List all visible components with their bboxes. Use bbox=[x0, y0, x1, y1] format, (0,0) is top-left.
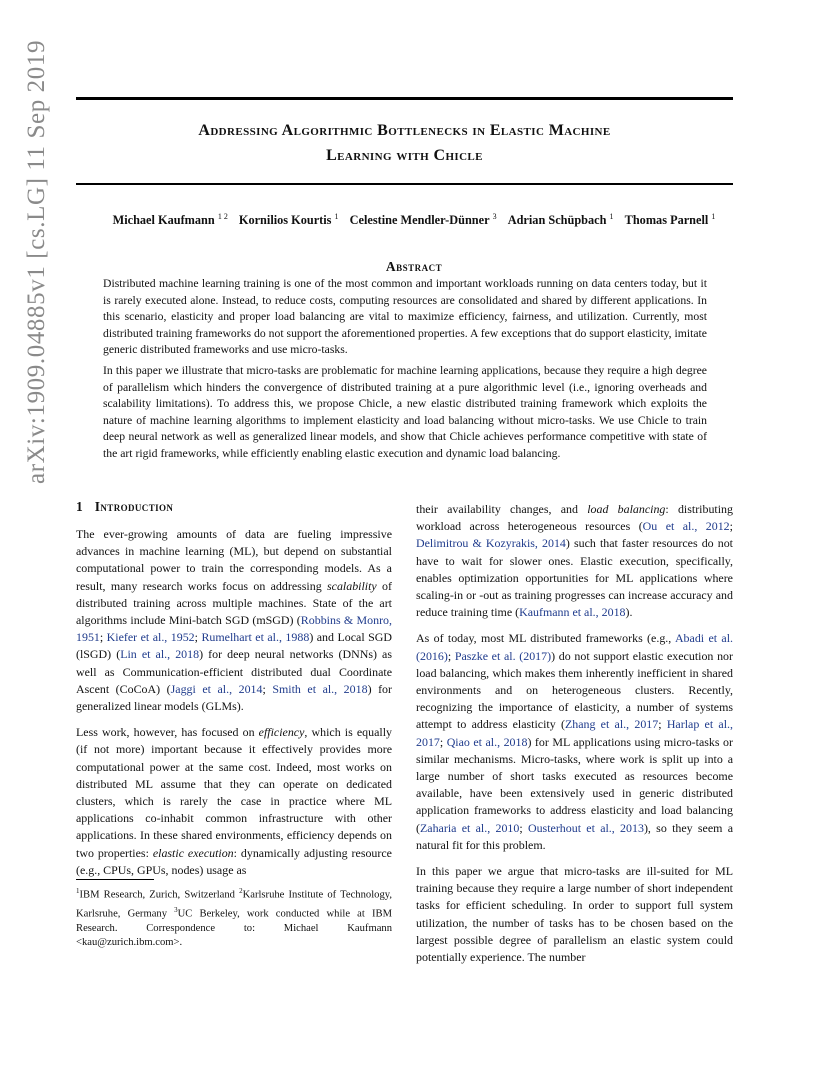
paper-title-line-1: Addressing Algorithmic Bottlenecks in Elastic Machine bbox=[198, 122, 611, 139]
author-list bbox=[0, 212, 828, 228]
author: Michael Kaufmann $^{1 2}$ bbox=[112, 212, 228, 228]
affiliation-footnote: $^1$IBM Research, Zurich, Switzerland $^2$Karlsruhe Institute of Technology, Karlsruhe, Germany $^3$UC Berkeley, work conducted while at IBM Research. Correspondence to: Michael Kaufmann <kau@zurich.ibm.com>. bbox=[76, 887, 392, 949]
citation-link[interactable]: Smith et al., 2018 bbox=[272, 681, 368, 696]
left-column bbox=[76, 526, 392, 879]
citation-link[interactable]: Robbins & Monro, 1951 bbox=[76, 613, 392, 645]
title-bottom-rule bbox=[76, 183, 733, 185]
title-top-rule bbox=[76, 97, 733, 100]
citation-link[interactable]: Rumelhart et al., 1988 bbox=[201, 630, 310, 645]
citation-link[interactable]: Delimitrou & Kozyrakis, 2014 bbox=[416, 536, 566, 551]
intro-paragraph: Less work, however, has focused on efficiency, which is equally (if not more) important because it effectively provides more computational power at the same cost. Indeed, most works on distributed ML assume that they can operate on dedicated clusters, which is rarely the case in practice where ML applications co-inhabit common infrastructure with other applications. In these shared environments, efficiency depends on two properties: elastic execution: dynamically adjusting resource (e.g., CPUs, GPUs, nodes) usage as bbox=[76, 725, 392, 877]
citation-link[interactable]: Qiao et al., 2018 bbox=[446, 734, 528, 749]
citation-link[interactable]: Zaharia et al., 2010 bbox=[419, 820, 520, 835]
author: Kornilios Kourtis $^1$ bbox=[238, 212, 339, 228]
intro-paragraph: In this paper we argue that micro-tasks are ill-suited for ML training because they require a large number of short independent tasks for efficient scheduling. In order to support full system utilization, the number of tasks has to be chosen based on the largest possible degree of parallelism an elastic system could potentially experience. The number bbox=[416, 864, 733, 965]
abstract-paragraph: In this paper we illustrate that micro-tasks are problematic for machine learning applications, because they require a high degree of parallelism which hinders the convergence of distributed training at a pure algorithmic level (i.e., ignoring overheads and scalability limitations). To address this, we propose Chicle, a new elastic distributed training framework which exploits the nature of machine learning algorithms to implement elasticity and load balancing without micro-tasks. We use Chicle to train deep neural network as well as generalized linear models, and show that Chicle achieves performance competitive with state of the art rigid frameworks, while efficiently enabling elastic execution and dynamic load balancing. bbox=[103, 364, 707, 460]
citation-link[interactable]: Harlap et al., 2017 bbox=[416, 717, 733, 749]
citation-link[interactable]: Lin et al., 2018 bbox=[120, 647, 200, 662]
paper-title-line-2: Learning with Chicle bbox=[326, 147, 483, 164]
abstract-heading: Abstract bbox=[385, 259, 443, 274]
citation-link[interactable]: Paszke et al. (2017) bbox=[454, 648, 552, 663]
citation-link[interactable]: Ou et al., 2012 bbox=[642, 519, 730, 534]
abstract-paragraph: Distributed machine learning training is one of the most common and important workloads running on data centers today, but it is rarely executed alone. Instead, to reduce costs, computing resources are consolidated and shared by different applications. In this scenario, elasticity and proper load balancing are vital to maximize efficiency, fairness, and utilization. Currently, most distributed training frameworks do not support the aforementioned properties. A few exceptions that do support elasticity, imitate generic distributed frameworks and use micro-tasks. bbox=[103, 277, 707, 357]
intro-paragraph: As of today, most ML distributed frameworks (e.g., Abadi et al. (2016); Paszke et al. (2017)) do not support elastic execution nor load balancing, which makes them inherently inefficient in shared environments and on heterogeneous clusters. Recently, recognizing the importance of elasticity, a number of systems attempt to address elasticity (Zhang et al., 2017; Harlap et al., 2017; Qiao et al., 2018) for ML applications using micro-tasks or similar mechanisms. Micro-tasks, where work is split up into a large number of short tasks executed as resources become available, have been extensively used in generic distributed application frameworks to address elasticity and load balancing (Zaharia et al., 2010; Ousterhout et al., 2013), so they seem a natural fit for this problem. bbox=[416, 631, 734, 852]
citation-link[interactable]: Kaufmann et al., 2018 bbox=[519, 605, 626, 620]
arxiv-identifier: arXiv:1909.04885v1 [cs.LG] 11 Sep 2019 bbox=[23, 39, 50, 484]
section-heading-introduction: 1 Introduction bbox=[76, 499, 174, 514]
right-column bbox=[416, 501, 733, 966]
author: Adrian Schüpbach $^1$ bbox=[507, 212, 614, 228]
citation-link[interactable]: Jaggi et al., 2014 bbox=[170, 681, 263, 696]
intro-paragraph: their availability changes, and load balancing: distributing workload across heterogeneous resources (Ou et al., 2012; Delimitrou & Kozyrakis, 2014) such that faster resources do not have to wait for slower ones. Elastic execution, specifically, enables optimization opportunities for ML applications where scaling-in or -out as training progresses can increase accuracy and reduce training time (Kaufmann et al., 2018). bbox=[416, 502, 733, 620]
intro-paragraph: The ever-growing amounts of data are fueling impressive advances in machine learning (ML), but depend on substantial computational power to train the corresponding models. As a result, many research works focus on addressing scalability of distributed training across multiple machines. State of the art algorithms include Mini-batch SGD (mSGD) (Robbins & Monro, 1951; Kiefer et al., 1952; Rumelhart et al., 1988) and Local SGD (lSGD) (Lin et al., 2018) for deep neural networks (DNNs) as well as Communication-efficient distributed dual Coordinate Ascent (CoCoA) (Jaggi et al., 2014; Smith et al., 2018) for generalized linear models (GLMs). bbox=[76, 527, 392, 714]
citation-link[interactable]: Abadi et al. (2016) bbox=[416, 631, 734, 663]
citation-link[interactable]: Ousterhout et al., 2013 bbox=[527, 820, 644, 835]
citation-link[interactable]: Kiefer et al., 1952 bbox=[106, 630, 195, 645]
author: Celestine Mendler-Dünner $^3$ bbox=[349, 212, 497, 228]
footnote-rule bbox=[76, 879, 154, 880]
citation-link[interactable]: Zhang et al., 2017 bbox=[564, 717, 659, 732]
author: Thomas Parnell $^1$ bbox=[624, 212, 716, 228]
